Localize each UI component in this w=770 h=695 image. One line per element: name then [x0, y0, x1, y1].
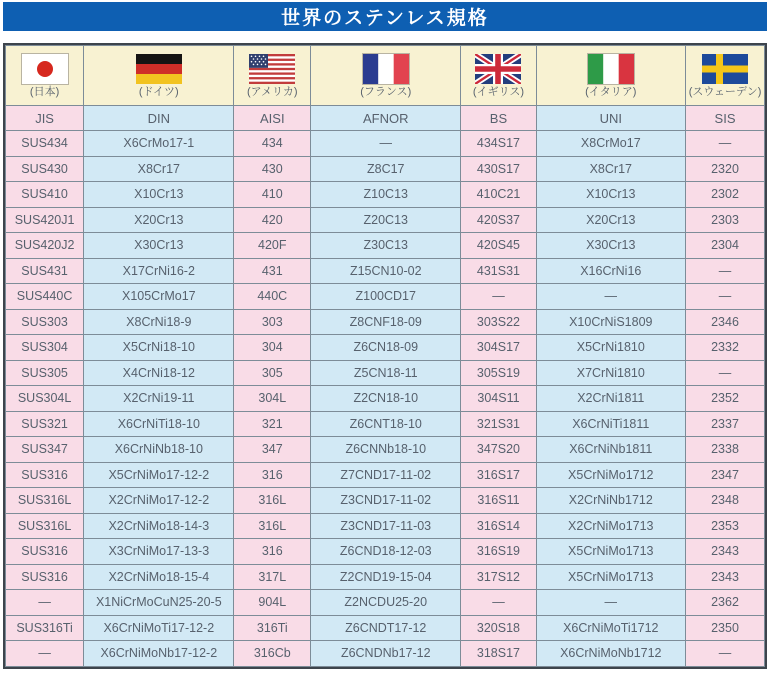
grade-cell-sis: 2337	[686, 411, 765, 437]
grade-cell-bs: 304S17	[461, 335, 536, 361]
grade-cell-aisi: 317L	[234, 564, 311, 590]
grade-cell-aisi: 316L	[234, 488, 311, 514]
grade-cell-afnor: Z8C17	[311, 156, 461, 182]
grade-cell-aisi: 431	[234, 258, 311, 284]
catalog-page	[0, 2, 770, 695]
grade-cell-afnor: Z3CND17-11-02	[311, 488, 461, 514]
italy-flag-icon	[588, 54, 634, 84]
column-header-jis: JIS	[6, 106, 84, 131]
grade-cell-din: X3CrNiMo17-13-3	[84, 539, 234, 565]
country-cell	[234, 46, 311, 106]
grade-cell-sis: 2338	[686, 437, 765, 463]
grade-cell-aisi: 316	[234, 539, 311, 565]
grade-cell-jis: SUS305	[6, 360, 84, 386]
table-row	[6, 131, 765, 157]
grade-cell-jis: —	[6, 641, 84, 667]
grade-cell-din: X6CrNiTi18-10	[84, 411, 234, 437]
table-row	[6, 284, 765, 310]
grade-cell-jis: SUS303	[6, 309, 84, 335]
grade-cell-uni: X30Cr13	[536, 233, 686, 259]
standards-table	[5, 45, 765, 667]
column-header-din: DIN	[84, 106, 234, 131]
grade-cell-afnor: Z6CNT18-10	[311, 411, 461, 437]
grade-cell-aisi: 303	[234, 309, 311, 335]
sweden-flag-icon	[702, 54, 748, 84]
country-label: (フランス)	[360, 85, 412, 98]
table-row	[6, 411, 765, 437]
grade-cell-din: X17CrNi16-2	[84, 258, 234, 284]
grade-cell-sis: 2346	[686, 309, 765, 335]
grade-cell-din: X30Cr13	[84, 233, 234, 259]
grade-cell-aisi: 316Ti	[234, 615, 311, 641]
grade-cell-afnor: Z2CN18-10	[311, 386, 461, 412]
table-row	[6, 207, 765, 233]
germany-flag-icon	[136, 54, 182, 84]
grade-cell-uni: X7CrNi1810	[536, 360, 686, 386]
grade-cell-bs: 303S22	[461, 309, 536, 335]
grade-cell-jis: SUS440C	[6, 284, 84, 310]
column-header-bs: BS	[461, 106, 536, 131]
grade-cell-uni: X2CrNi1811	[536, 386, 686, 412]
table-row	[6, 462, 765, 488]
grade-cell-afnor: Z8CNF18-09	[311, 309, 461, 335]
country-cell	[84, 46, 234, 106]
table-row	[6, 335, 765, 361]
grade-cell-bs: 434S17	[461, 131, 536, 157]
grade-cell-sis: 2343	[686, 539, 765, 565]
grade-cell-afnor: Z5CN18-11	[311, 360, 461, 386]
grade-cell-aisi: 420	[234, 207, 311, 233]
grade-cell-sis: 2303	[686, 207, 765, 233]
table-row	[6, 258, 765, 284]
grade-cell-jis: SUS316L	[6, 488, 84, 514]
table-row	[6, 615, 765, 641]
grade-cell-din: X6CrNiNb18-10	[84, 437, 234, 463]
grade-cell-bs: 316S19	[461, 539, 536, 565]
grade-cell-uni: —	[536, 284, 686, 310]
column-header-afnor: AFNOR	[311, 106, 461, 131]
grade-cell-din: X2CrNiMo18-15-4	[84, 564, 234, 590]
table-row	[6, 513, 765, 539]
grade-cell-bs: 316S14	[461, 513, 536, 539]
table-row	[6, 539, 765, 565]
grade-cell-jis: SUS420J1	[6, 207, 84, 233]
grade-cell-jis: SUS420J2	[6, 233, 84, 259]
table-row	[6, 386, 765, 412]
table-row	[6, 590, 765, 616]
grade-cell-sis: 2362	[686, 590, 765, 616]
grade-cell-afnor: Z10C13	[311, 182, 461, 208]
grade-cell-jis: SUS430	[6, 156, 84, 182]
grade-cell-jis: SUS316Ti	[6, 615, 84, 641]
grade-cell-uni: X5CrNi1810	[536, 335, 686, 361]
grade-cell-aisi: 321	[234, 411, 311, 437]
country-cell	[686, 46, 765, 106]
grade-cell-bs: 316S11	[461, 488, 536, 514]
country-label: (イタリア)	[585, 85, 637, 98]
grade-cell-aisi: 904L	[234, 590, 311, 616]
grade-cell-sis: —	[686, 258, 765, 284]
table-row	[6, 564, 765, 590]
grade-cell-afnor: —	[311, 131, 461, 157]
table-row	[6, 488, 765, 514]
grade-cell-sis: 2332	[686, 335, 765, 361]
grade-cell-uni: X10Cr13	[536, 182, 686, 208]
grade-cell-sis: 2347	[686, 462, 765, 488]
column-header-uni: UNI	[536, 106, 686, 131]
country-cell	[311, 46, 461, 106]
grade-cell-aisi: 304	[234, 335, 311, 361]
grade-cell-din: X6CrNiMoTi17-12-2	[84, 615, 234, 641]
grade-cell-din: X105CrMo17	[84, 284, 234, 310]
grade-cell-afnor: Z20C13	[311, 207, 461, 233]
grade-cell-sis: 2353	[686, 513, 765, 539]
grade-cell-din: X6CrNiMoNb17-12-2	[84, 641, 234, 667]
column-header-sis: SIS	[686, 106, 765, 131]
grade-cell-uni: X8Cr17	[536, 156, 686, 182]
table-row	[6, 360, 765, 386]
grade-cell-aisi: 420F	[234, 233, 311, 259]
grade-cell-bs: 430S17	[461, 156, 536, 182]
grade-cell-bs: 317S12	[461, 564, 536, 590]
grade-cell-uni: X6CrNiNb1811	[536, 437, 686, 463]
grade-cell-afnor: Z6CNDNb17-12	[311, 641, 461, 667]
flag-row	[6, 46, 765, 106]
grade-cell-din: X5CrNiMo17-12-2	[84, 462, 234, 488]
grade-cell-uni: X2CrNiNb1712	[536, 488, 686, 514]
grade-cell-din: X2CrNi19-11	[84, 386, 234, 412]
table-row	[6, 641, 765, 667]
grade-cell-din: X20Cr13	[84, 207, 234, 233]
country-cell	[6, 46, 84, 106]
grade-cell-afnor: Z15CN10-02	[311, 258, 461, 284]
grade-cell-din: X5CrNi18-10	[84, 335, 234, 361]
grade-cell-aisi: 440C	[234, 284, 311, 310]
grade-cell-uni: X5CrNiMo1713	[536, 539, 686, 565]
grade-cell-bs: 316S17	[461, 462, 536, 488]
grade-cell-uni: X2CrNiMo1713	[536, 513, 686, 539]
grade-cell-sis: 2343	[686, 564, 765, 590]
country-label: (アメリカ)	[247, 85, 298, 98]
grade-cell-jis: SUS304L	[6, 386, 84, 412]
grade-cell-bs: 318S17	[461, 641, 536, 667]
grade-cell-afnor: Z100CD17	[311, 284, 461, 310]
grade-cell-aisi: 316	[234, 462, 311, 488]
grade-cell-sis: 2302	[686, 182, 765, 208]
country-cell	[536, 46, 686, 106]
grade-cell-sis: —	[686, 131, 765, 157]
grade-cell-jis: SUS431	[6, 258, 84, 284]
grade-cell-sis: —	[686, 284, 765, 310]
grade-cell-bs: 320S18	[461, 615, 536, 641]
table-row	[6, 182, 765, 208]
grade-cell-bs: 321S31	[461, 411, 536, 437]
grade-cell-afnor: Z3CND17-11-03	[311, 513, 461, 539]
japan-flag-icon	[22, 54, 68, 84]
grade-cell-bs: 420S45	[461, 233, 536, 259]
grade-cell-din: X8CrNi18-9	[84, 309, 234, 335]
grade-cell-afnor: Z6CND18-12-03	[311, 539, 461, 565]
grade-cell-din: X10Cr13	[84, 182, 234, 208]
grade-cell-afnor: Z30C13	[311, 233, 461, 259]
grade-cell-jis: SUS347	[6, 437, 84, 463]
grade-cell-sis: 2350	[686, 615, 765, 641]
table-row	[6, 437, 765, 463]
column-header-aisi: AISI	[234, 106, 311, 131]
grade-cell-uni: X8CrMo17	[536, 131, 686, 157]
grade-cell-din: X6CrMo17-1	[84, 131, 234, 157]
standards-table-body	[6, 131, 765, 667]
grade-cell-afnor: Z6CNDT17-12	[311, 615, 461, 641]
grade-cell-aisi: 434	[234, 131, 311, 157]
grade-cell-bs: —	[461, 284, 536, 310]
grade-cell-bs: 305S19	[461, 360, 536, 386]
grade-cell-aisi: 316Cb	[234, 641, 311, 667]
grade-cell-din: X4CrNi18-12	[84, 360, 234, 386]
grade-cell-uni: X10CrNiS1809	[536, 309, 686, 335]
grade-cell-bs: 420S37	[461, 207, 536, 233]
uk-flag-icon	[475, 54, 521, 84]
page-title: 世界のステンレス規格	[3, 2, 767, 31]
grade-cell-jis: SUS316	[6, 539, 84, 565]
grade-cell-jis: SUS410	[6, 182, 84, 208]
grade-cell-jis: SUS434	[6, 131, 84, 157]
grade-cell-afnor: Z2NCDU25-20	[311, 590, 461, 616]
grade-cell-bs: 410C21	[461, 182, 536, 208]
grade-cell-sis: —	[686, 641, 765, 667]
grade-cell-jis: SUS321	[6, 411, 84, 437]
grade-cell-bs: —	[461, 590, 536, 616]
grade-cell-aisi: 305	[234, 360, 311, 386]
grade-cell-uni: X6CrNiMoNb1712	[536, 641, 686, 667]
grade-cell-aisi: 316L	[234, 513, 311, 539]
grade-cell-aisi: 410	[234, 182, 311, 208]
grade-cell-afnor: Z2CND19-15-04	[311, 564, 461, 590]
grade-cell-bs: 431S31	[461, 258, 536, 284]
grade-cell-afnor: Z6CN18-09	[311, 335, 461, 361]
grade-cell-sis: —	[686, 360, 765, 386]
country-label: (ドイツ)	[138, 85, 179, 98]
grade-cell-jis: SUS316	[6, 462, 84, 488]
grade-cell-jis: SUS316	[6, 564, 84, 590]
grade-cell-uni: X6CrNiTi1811	[536, 411, 686, 437]
france-flag-icon	[363, 54, 409, 84]
standard-code-header-row	[6, 106, 765, 131]
grade-cell-jis: SUS316L	[6, 513, 84, 539]
country-label: (スウェーデン)	[688, 85, 762, 98]
grade-cell-jis: —	[6, 590, 84, 616]
country-cell	[461, 46, 536, 106]
grade-cell-afnor: Z7CND17-11-02	[311, 462, 461, 488]
grade-cell-din: X1NiCrMoCuN25-20-5	[84, 590, 234, 616]
grade-cell-uni: X5CrNiMo1712	[536, 462, 686, 488]
grade-cell-uni: —	[536, 590, 686, 616]
grade-cell-aisi: 347	[234, 437, 311, 463]
grade-cell-sis: 2352	[686, 386, 765, 412]
country-label: (日本)	[29, 85, 60, 98]
table-row	[6, 156, 765, 182]
grade-cell-sis: 2320	[686, 156, 765, 182]
grade-cell-afnor: Z6CNNb18-10	[311, 437, 461, 463]
grade-cell-aisi: 304L	[234, 386, 311, 412]
usa-flag-icon	[249, 54, 295, 84]
grade-cell-uni: X16CrNi16	[536, 258, 686, 284]
grade-cell-uni: X20Cr13	[536, 207, 686, 233]
table-row	[6, 309, 765, 335]
grade-cell-sis: 2348	[686, 488, 765, 514]
country-label: (イギリス)	[472, 85, 525, 98]
grade-cell-jis: SUS304	[6, 335, 84, 361]
grade-cell-bs: 304S11	[461, 386, 536, 412]
grade-cell-din: X2CrNiMo17-12-2	[84, 488, 234, 514]
grade-cell-aisi: 430	[234, 156, 311, 182]
grade-cell-din: X8Cr17	[84, 156, 234, 182]
grade-cell-uni: X6CrNiMoTi1712	[536, 615, 686, 641]
grade-cell-bs: 347S20	[461, 437, 536, 463]
table-row	[6, 233, 765, 259]
grade-cell-uni: X5CrNiMo1713	[536, 564, 686, 590]
stainless-standards-table	[3, 43, 767, 669]
grade-cell-din: X2CrNiMo18-14-3	[84, 513, 234, 539]
grade-cell-sis: 2304	[686, 233, 765, 259]
